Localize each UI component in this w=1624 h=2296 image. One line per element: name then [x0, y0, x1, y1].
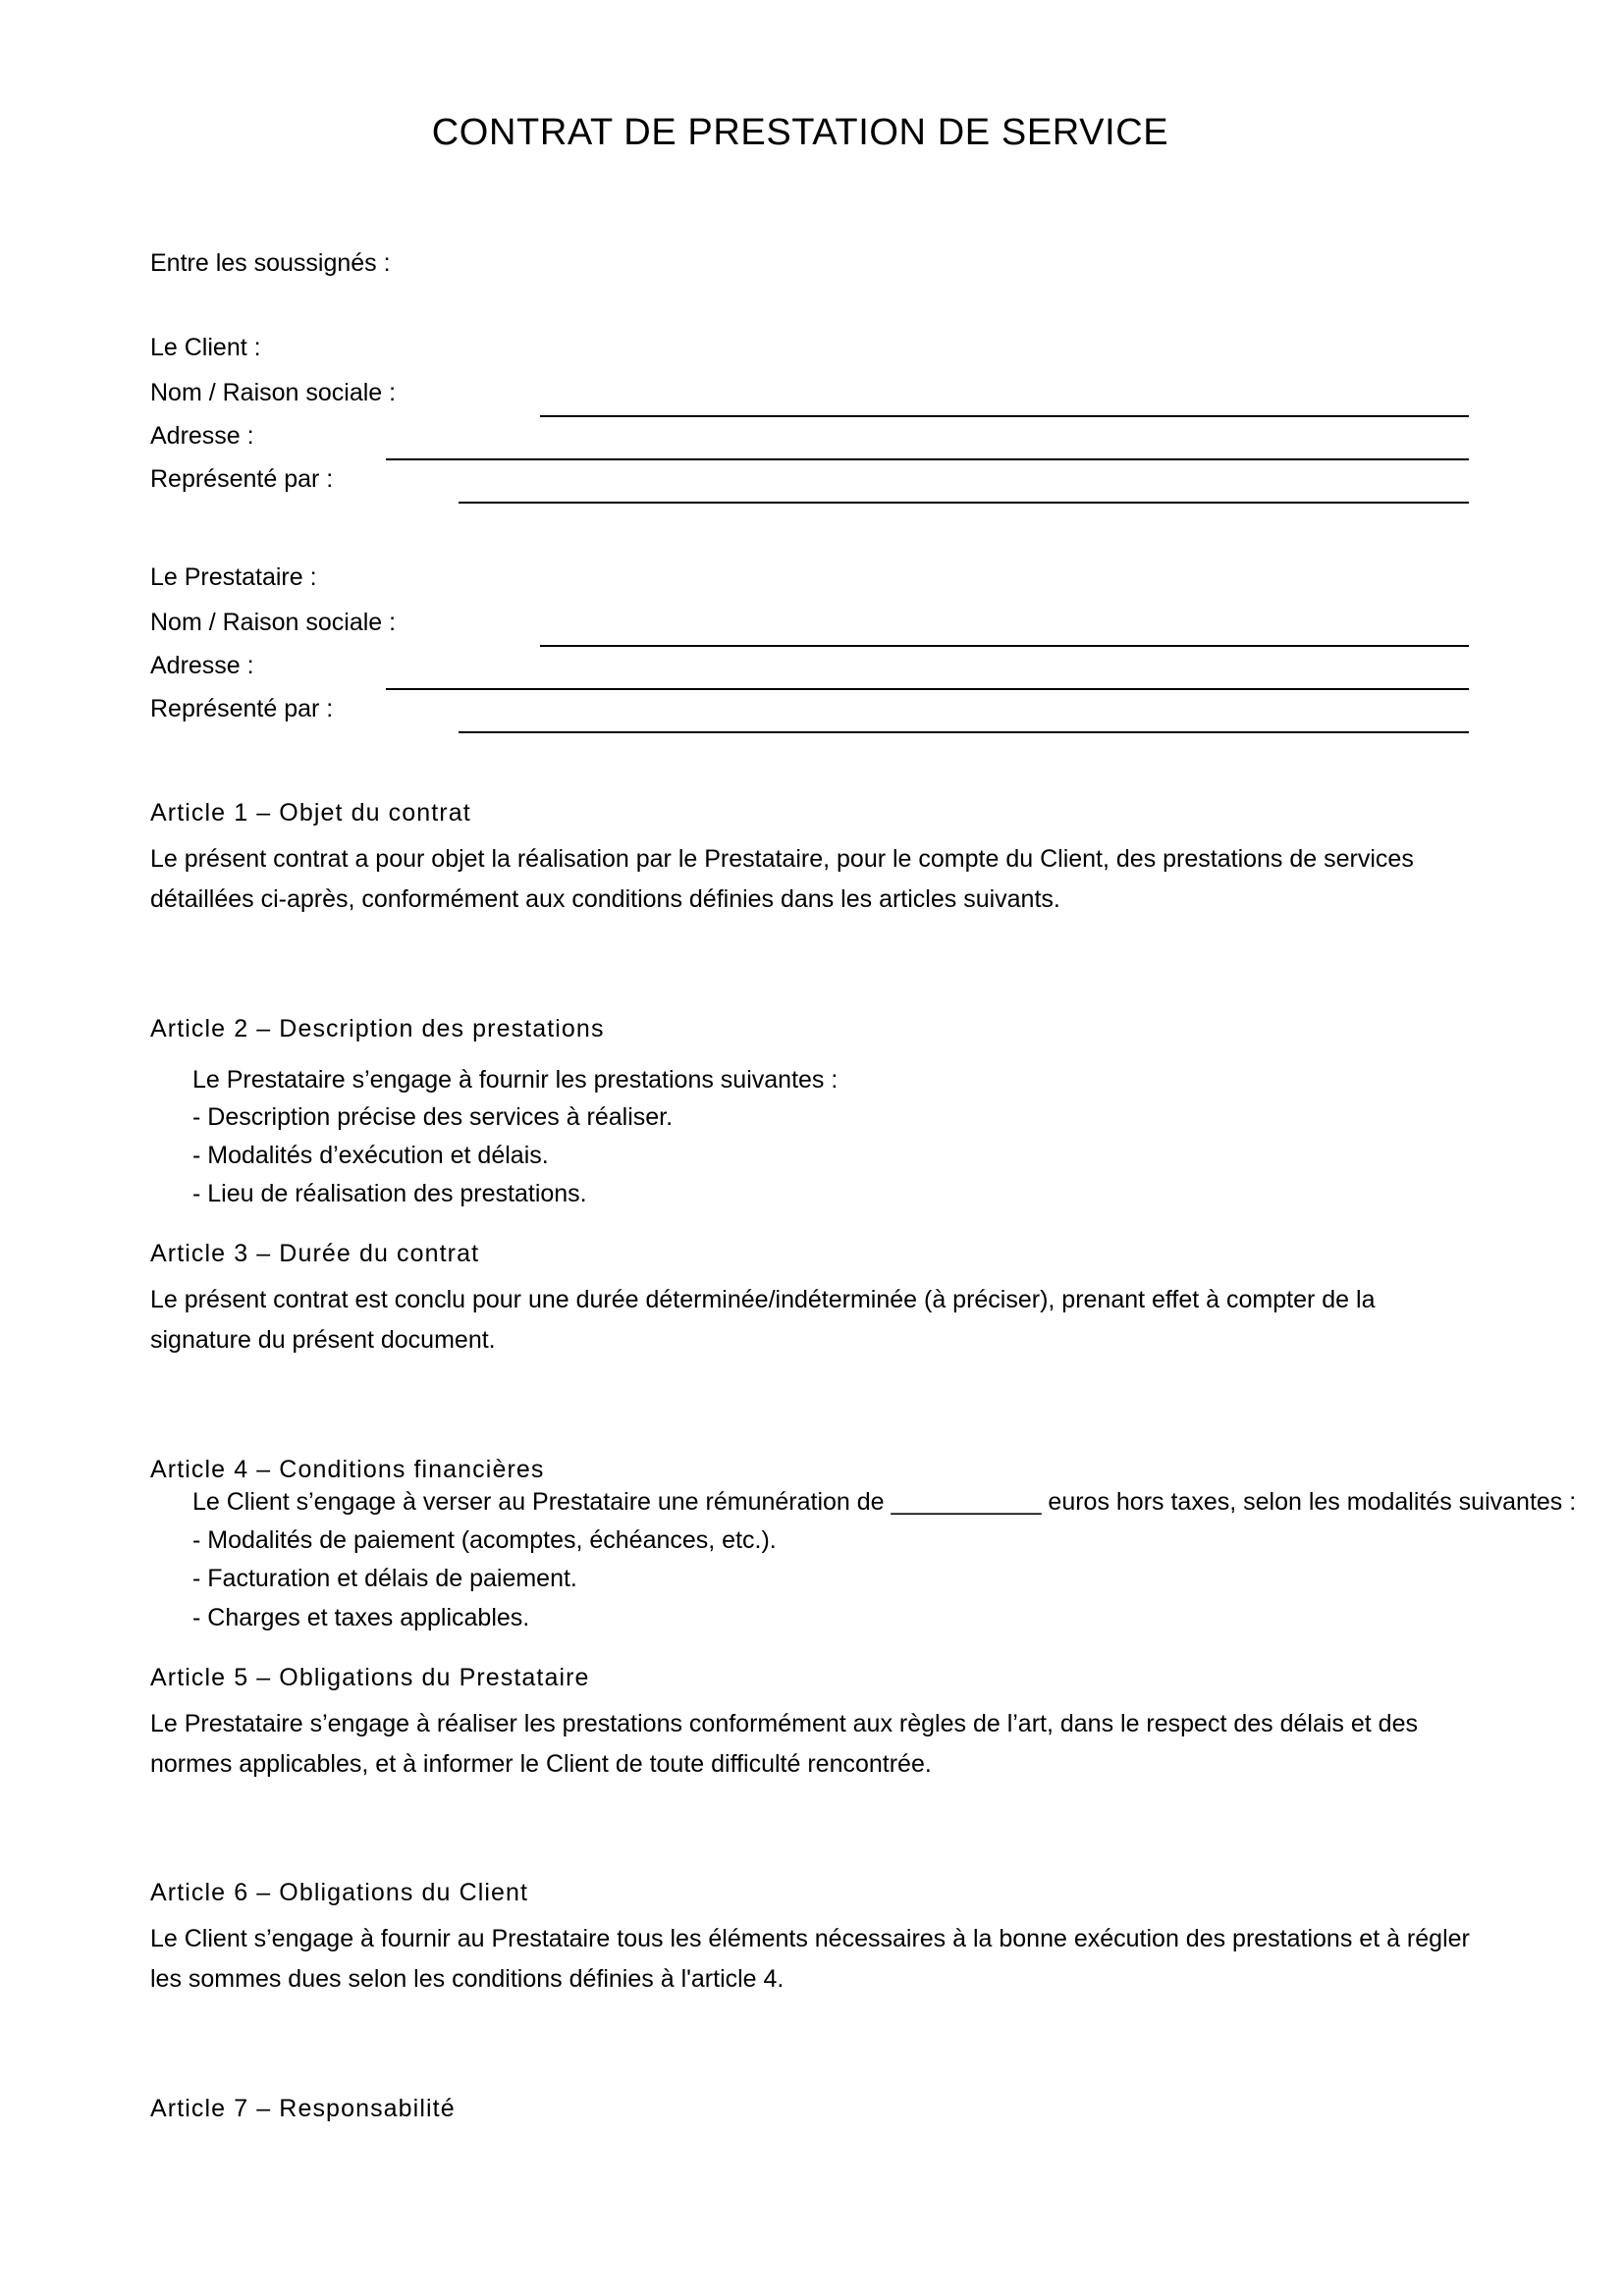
client-representative-label: Représenté par :: [150, 465, 334, 493]
article-6-heading: Article 6 – Obligations du Client: [150, 1879, 529, 1906]
article-4-item-3: - Charges et taxes applicables.: [192, 1604, 530, 1631]
article-1-paragraph: Le présent contrat a pour objet la réalisation par le Prestataire, pour le compte du Client, des prestations de services détaillées ci-après, conformément aux conditions définies dans les articles suivants.: [150, 845, 1414, 913]
article-4-heading: Article 4 – Conditions financières: [150, 1456, 545, 1483]
article-2-item-1: - Description précise des services à réaliser.: [192, 1103, 674, 1131]
prestataire-address-input-rule[interactable]: [386, 688, 1469, 690]
prestataire-name-label: Nom / Raison sociale :: [150, 609, 397, 636]
prestataire-representative-label: Représenté par :: [150, 695, 334, 722]
client-name-input-rule[interactable]: [540, 415, 1469, 417]
article-3-heading: Article 3 – Durée du contrat: [150, 1240, 480, 1267]
client-section-heading: Le Client :: [150, 334, 261, 361]
prestataire-representative-input-rule[interactable]: [459, 731, 1469, 733]
article-5-heading: Article 5 – Obligations du Prestataire: [150, 1664, 590, 1691]
prestataire-address-label: Adresse :: [150, 652, 254, 679]
article-7-heading: Article 7 – Responsabilité: [150, 2095, 456, 2122]
client-address-label: Adresse :: [150, 422, 254, 450]
article-3-paragraph: Le présent contrat est conclu pour une durée déterminée/indéterminée (à préciser), prenant effet à compter de la signature du présent document.: [150, 1286, 1376, 1354]
article-4-item-1: - Modalités de paiement (acomptes, échéances, etc.).: [192, 1526, 777, 1554]
prestataire-name-input-rule[interactable]: [540, 645, 1469, 647]
article-2-item-3: - Lieu de réalisation des prestations.: [192, 1180, 587, 1207]
article-4-lead: Le Client s’engage à verser au Prestataire une rémunération de ___________ euros hors taxes, selon les modalités suivantes :: [192, 1488, 1577, 1516]
prestataire-section-heading: Le Prestataire :: [150, 563, 317, 591]
article-2-item-2: - Modalités d’exécution et délais.: [192, 1142, 549, 1169]
intro-line: Entre les soussignés :: [150, 249, 391, 277]
client-name-label: Nom / Raison sociale :: [150, 379, 397, 406]
article-2-heading: Article 2 – Description des prestations: [150, 1015, 605, 1042]
article-2-lead: Le Prestataire s’engage à fournir les prestations suivantes :: [192, 1066, 839, 1094]
client-address-input-rule[interactable]: [386, 458, 1469, 460]
article-4-item-2: - Facturation et délais de paiement.: [192, 1565, 577, 1592]
article-1-heading: Article 1 – Objet du contrat: [150, 799, 471, 827]
page-title: CONTRAT DE PRESTATION DE SERVICE: [431, 112, 1169, 153]
article-5-paragraph: Le Prestataire s’engage à réaliser les prestations conformément aux règles de l’art, dans le respect des délais et des normes applicables, et à informer le Client de toute difficulté rencontrée.: [150, 1710, 1418, 1778]
article-6-paragraph: Le Client s’engage à fournir au Prestataire tous les éléments nécessaires à la bonne exécution des prestations et à régler les sommes dues selon les conditions définies à l'article 4.: [150, 1925, 1470, 1993]
client-representative-input-rule[interactable]: [459, 502, 1469, 504]
